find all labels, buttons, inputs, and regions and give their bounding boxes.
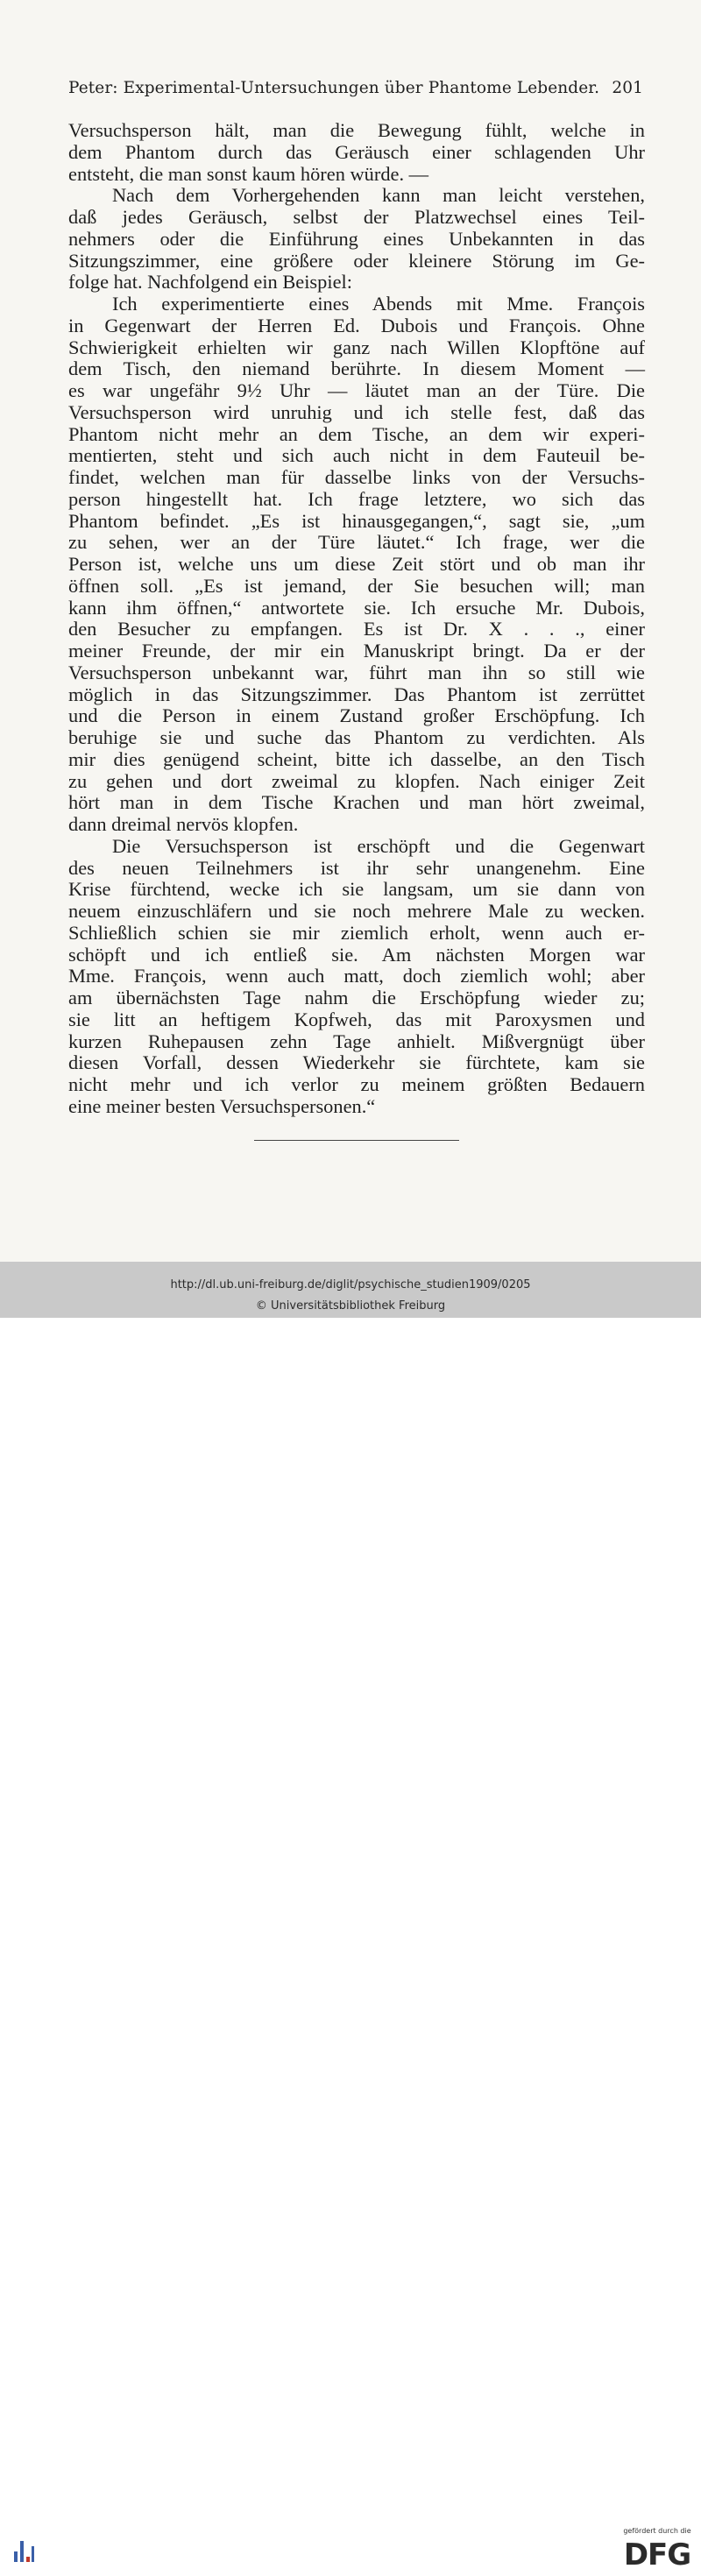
text-line: dem Phantom durch das Geräusch einer schlagenden Uhr: [68, 140, 645, 163]
text-line: entsteht, die man sonst kaum hören würde. —: [68, 162, 429, 185]
text-line: hört man in dem Tische Krachen und man hört zweimal,: [68, 791, 645, 814]
text-line: Versuchsperson hält, man die Bewegung fühlt, welche in: [68, 119, 645, 141]
text-line: Person ist, welche uns um diese Zeit stört und ob man ihr: [68, 553, 645, 575]
text-line: beruhige sie und suche das Phantom zu verdichten. Als: [68, 726, 645, 748]
text-line: Versuchsperson wird unruhig und ich stelle fest, daß das: [68, 400, 645, 423]
text-line: in Gegenwart der Herren Ed. Dubois und François. Ohne: [68, 314, 645, 336]
text-line: mentierten, steht und sich auch nicht in dem Fauteuil be-: [68, 444, 645, 467]
text-line: und die Person in einem Zustand großer Erschöpfung. Ich: [68, 704, 645, 727]
text-line: person hingestellt hat. Ich frage letztere, wo sich das: [68, 487, 645, 510]
body-text: [68, 120, 645, 1118]
text-line: es war ungefähr 9½ Uhr — läutet man an der Türe. Die: [68, 379, 645, 401]
dfg-wordmark: DFG: [623, 2537, 691, 2572]
text-line: zu sehen, wer an der Türe läutet.“ Ich frage, wer die: [68, 531, 645, 554]
text-line: Ich experimentierte eines Abends mit Mme. François: [112, 293, 645, 315]
running-header: [68, 79, 643, 97]
text-line: dem Tisch, den niemand berührte. In diesem Moment —: [68, 357, 645, 380]
text-line: am übernächsten Tage nahm die Erschöpfung wieder zu;: [68, 987, 645, 1008]
text-line: Schwierigkeit erhielten wir ganz nach Willen Klopftöne auf: [68, 336, 645, 358]
document-page: [0, 0, 701, 1262]
text-line: Die Versuchsperson ist erschöpft und die Gegenwart: [112, 834, 645, 857]
dfg-logo: [619, 2527, 696, 2576]
text-line: Mme. François, wenn auch matt, doch ziemlich wohl; aber: [68, 965, 645, 987]
text-line: daß jedes Geräusch, selbst der Platzwechsel eines Teil-: [68, 206, 645, 228]
text-line: des neuen Teilnehmers ist ihr sehr unangenehm. Eine: [68, 856, 645, 879]
text-line: Sitzungszimmer, eine größere oder kleinere Störung im Ge-: [68, 249, 645, 272]
text-line: sie litt an heftigem Kopfweh, das mit Paroxysmen und: [68, 1008, 645, 1030]
text-line: nicht mehr und ich verlor zu meinem größten Bedauern: [68, 1073, 645, 1095]
text-line: Schließlich schien sie mir ziemlich erholt, wenn auch er-: [68, 921, 645, 944]
text-line: schöpft und ich entließ sie. Am nächsten Morgen war: [68, 943, 645, 966]
text-line: öffnen soll. „Es ist jemand, der Sie besuchen will; man: [68, 574, 645, 597]
library-logo-icon: [12, 2534, 37, 2569]
text-line: Phantom befindet. „Es ist hinausgegangen,“, sagt sie, „um: [68, 509, 645, 532]
text-line: den Besucher zu empfangen. Es ist Dr. X . . ., einer: [68, 618, 645, 640]
permalink-url[interactable]: http://dl.ub.uni-freiburg.de/diglit/psychische_studien1909/0205: [170, 1278, 531, 1292]
text-line: neuem einzuschläfern und sie noch mehrere Male zu wecken.: [68, 900, 645, 922]
text-line: eine meiner besten Versuchspersonen.“: [68, 1094, 376, 1117]
page-number: 201: [612, 79, 643, 97]
text-line: Krise fürchtend, wecke ich sie langsam, um sie dann von: [68, 878, 645, 901]
text-line: nehmers oder die Einführung eines Unbekannten in das: [68, 227, 645, 250]
copyright-notice: © Universitätsbibliothek Freiburg: [255, 1299, 446, 1313]
text-line: Phantom nicht mehr an dem Tische, an dem wir experi-: [68, 422, 645, 445]
running-title: Peter: Experimental-Untersuchungen über Phantome Lebender.: [68, 79, 600, 97]
text-line: zu gehen und dort zweimal zu klopfen. Nach einiger Zeit: [68, 769, 645, 792]
text-line: diesen Vorfall, dessen Wiederkehr sie fürchtete, kam sie: [68, 1051, 645, 1074]
text-line: folge hat. Nachfolgend ein Beispiel:: [68, 271, 352, 294]
text-line: meiner Freunde, der mir ein Manuskript bringt. Da er der: [68, 640, 645, 662]
text-line: kann ihm öffnen,“ antwortete sie. Ich ersuche Mr. Dubois,: [68, 596, 645, 619]
text-line: Versuchsperson unbekannt war, führt man ihn so still wie: [68, 661, 645, 683]
text-line: findet, welchen man für dasselbe links von der Versuchs-: [68, 466, 645, 488]
dfg-tagline: gefördert durch die: [623, 2527, 691, 2535]
text-line: möglich in das Sitzungszimmer. Das Phantom ist zerrüttet: [68, 683, 645, 705]
text-line: Nach dem Vorhergehenden kann man leicht verstehen,: [112, 184, 645, 207]
text-line: mir dies genügend scheint, bitte ich dasselbe, an den Tisch: [68, 747, 645, 770]
text-line: dann dreimal nervös klopfen.: [68, 813, 299, 835]
end-rule: [254, 1140, 459, 1141]
text-line: kurzen Ruhepausen zehn Tage anhielt. Mißvergnügt über: [68, 1030, 645, 1052]
